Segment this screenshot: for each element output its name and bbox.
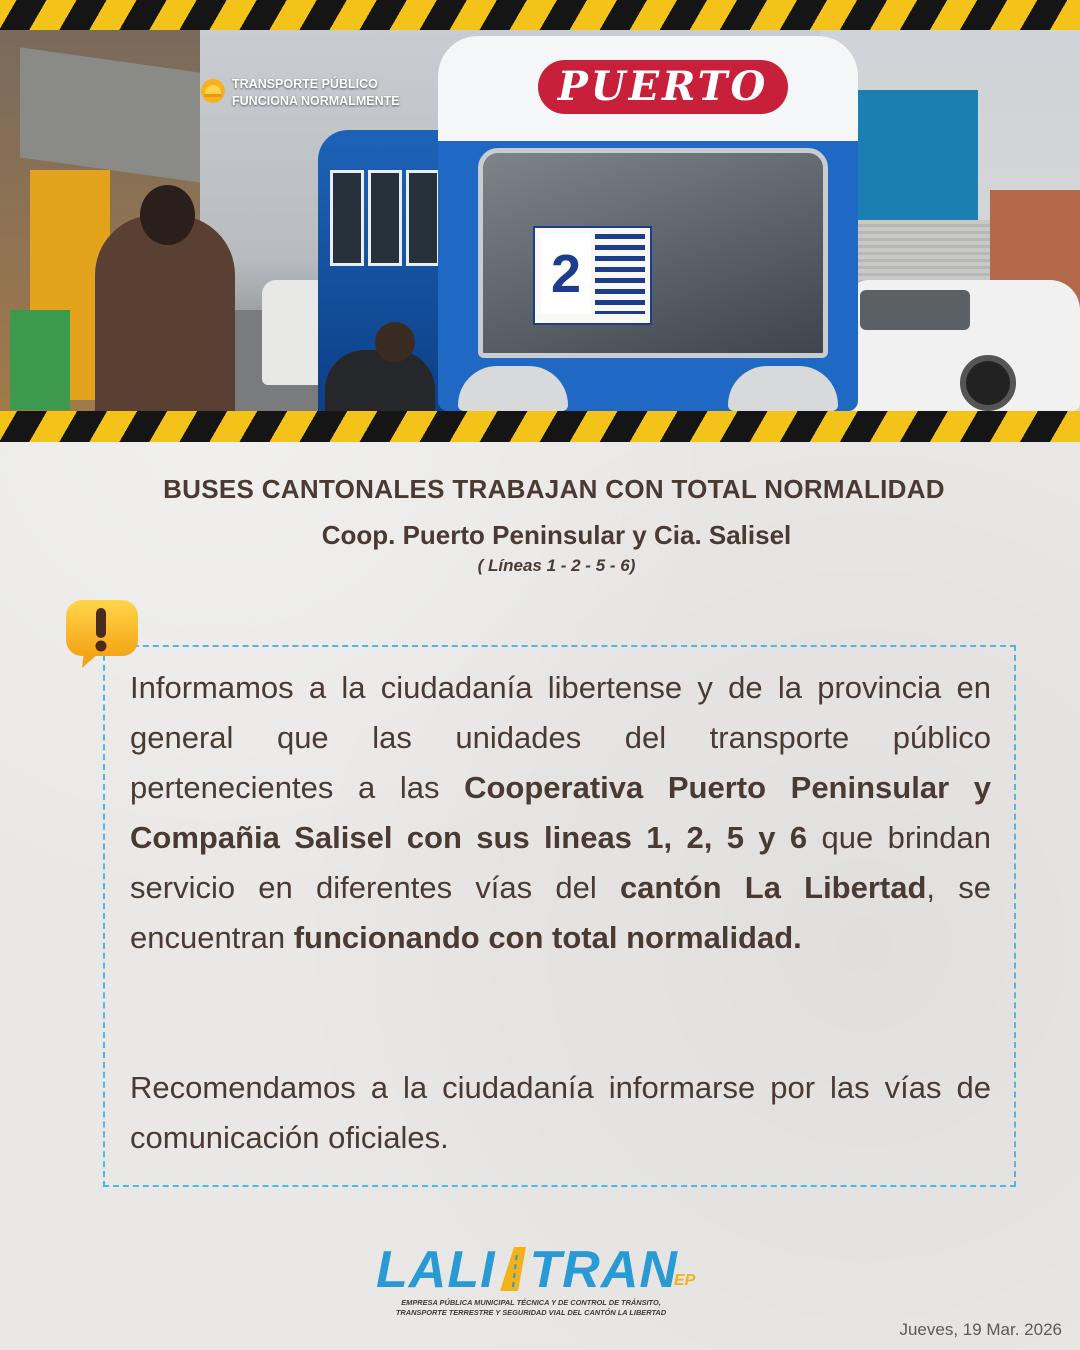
brand-description: EMPRESA PÚBLICA MUNICIPAL TÉCNICA Y DE CONTROL DE TRÁNSITO, TRANSPORTE TERRESTRE Y SEGURIDAD VIAL DEL CANTÓN LA LIBERTAD (395, 1298, 667, 1317)
headline: BUSES CANTONALES TRABAJAN CON TOTAL NORMALIDAD (163, 474, 945, 504)
brand-name-right: TRAN (529, 1241, 678, 1299)
notice-box (103, 645, 1016, 1187)
photo-person (95, 215, 235, 411)
badge-line-1: TRANSPORTE PÚBLICO (232, 77, 378, 91)
bus-route-number: 2 (541, 234, 591, 314)
lalitran-logo (376, 1242, 706, 1322)
subtitle: Coop. Puerto Peninsular y Cia. Salisel (321, 520, 792, 550)
hazard-stripe-top (0, 0, 1080, 30)
status-badge (200, 74, 440, 114)
badge-line-2: FUNCIONA NORMALMENTE (232, 94, 400, 108)
post-date: Jueves, 19 Mar. 2026 (899, 1320, 1062, 1339)
bus-photo (0, 30, 1080, 411)
bus-route-sign (533, 226, 652, 325)
brand-name-left: LALI (376, 1241, 496, 1299)
notice-paragraph-1: Informamos a la ciudadanía libertense y de la provincia en general que las unidades del transporte público pertenecientes a las Cooperativa Puerto Peninsular y Compañia Salisel con sus lineas 1, 2, 5 y 6 que brindan servicio en diferentes vías del cantón La Libertad, se encuentran funcionando con total normalidad. (130, 670, 991, 955)
hazard-stripe-bottom (0, 411, 1080, 442)
bus-logo: PUERTO (538, 60, 788, 114)
notice-paragraph-2: Recomendamos a la ciudadanía informarse por las vías de comunicación oficiales. (130, 1070, 991, 1155)
photo-person (325, 350, 435, 411)
brand-suffix: EP (674, 1272, 696, 1289)
photo-pickup-truck (850, 280, 1080, 411)
exclamation-icon (64, 598, 142, 670)
road-icon (496, 1247, 530, 1291)
helmet-icon (200, 78, 226, 104)
lines-note: ( Líneas 1 - 2 - 5 - 6) (477, 556, 636, 575)
